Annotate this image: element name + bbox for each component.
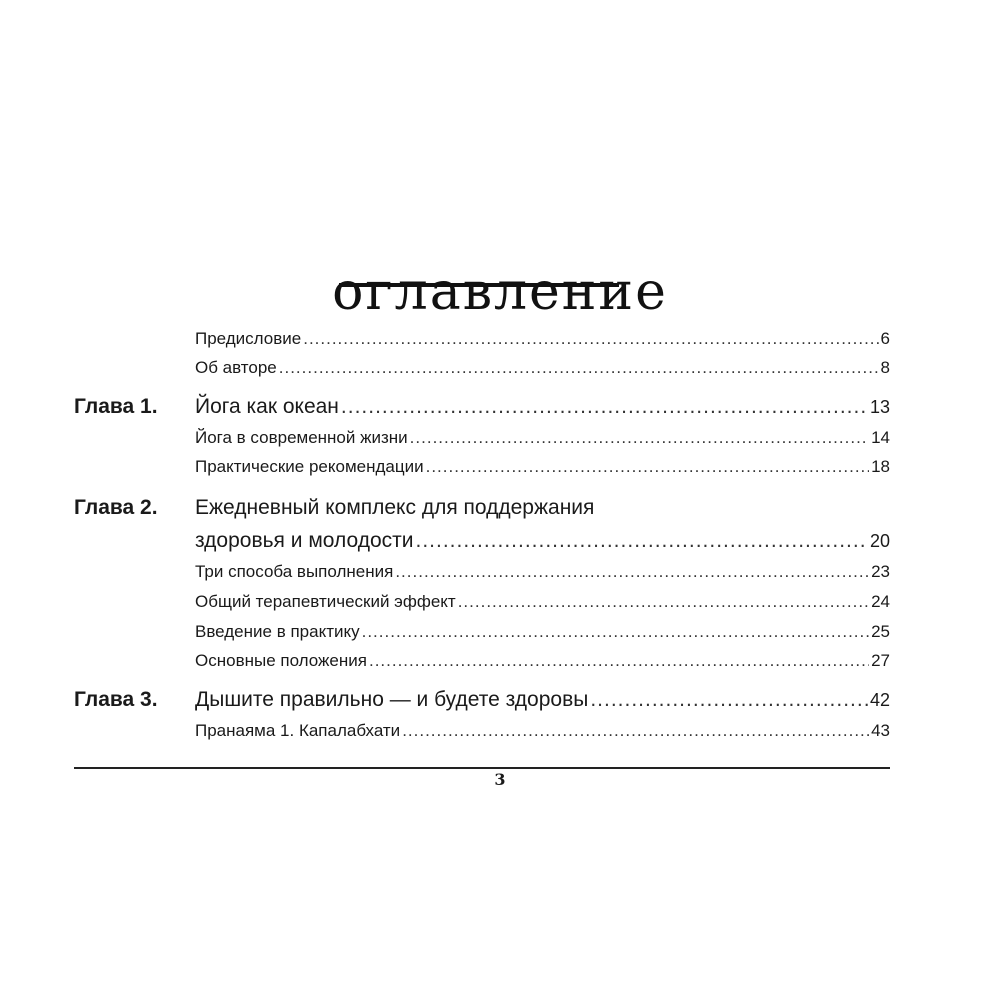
- toc-entry-label: Основные положения: [195, 651, 367, 670]
- toc-entry-page: 18: [871, 457, 890, 476]
- toc-entry-page: 8: [880, 358, 890, 377]
- toc-entry-section[interactable]: [195, 622, 890, 642]
- dot-leader: [410, 428, 869, 448]
- toc-entry-page: 13: [869, 397, 890, 417]
- toc-entry-page: 42: [869, 690, 890, 710]
- toc-entry-label: Предисловие: [195, 329, 302, 348]
- toc-entry-section[interactable]: [195, 562, 890, 582]
- dot-leader: [362, 622, 869, 642]
- toc-entry-preface[interactable]: [195, 329, 890, 349]
- toc-entry-label: Йога как океан: [195, 395, 339, 418]
- toc-entry-label: Об авторе: [195, 358, 277, 377]
- toc-entry-label: Йога в современной жизни: [195, 428, 408, 447]
- toc-entry-section[interactable]: [195, 428, 890, 448]
- toc-entry-page: 6: [880, 329, 890, 348]
- toc-entry-page: 24: [871, 592, 890, 611]
- chapter-2-label: Глава 2.: [74, 496, 158, 519]
- toc-entry-page: 27: [871, 651, 890, 670]
- toc-entry-about-author[interactable]: [195, 358, 890, 378]
- dot-leader: [590, 688, 868, 712]
- footer-rule: [74, 767, 890, 769]
- toc-entry-section[interactable]: [195, 457, 890, 477]
- toc-entry-page: 43: [871, 721, 890, 740]
- toc-entry-section[interactable]: [195, 651, 890, 671]
- dot-leader: [395, 562, 869, 582]
- dot-leader: [426, 457, 869, 477]
- toc-entry-label: Общий терапевтический эффект: [195, 592, 456, 611]
- dot-leader: [402, 721, 869, 741]
- toc-entry-page: 23: [871, 562, 890, 581]
- toc-entry-page: 14: [871, 428, 890, 447]
- toc-entry-label: здоровья и молодости: [195, 529, 414, 552]
- toc-entry-label: Введение в практику: [195, 622, 360, 641]
- chapter-1-label: Глава 1.: [74, 395, 158, 418]
- toc-entry-chapter-3[interactable]: [195, 688, 890, 712]
- toc-entry-page: 25: [871, 622, 890, 641]
- toc-entry-section[interactable]: [195, 592, 890, 612]
- chapter-2-title-line1: Ежедневный комплекс для поддержания: [195, 496, 595, 519]
- toc-entry-section[interactable]: [195, 721, 890, 741]
- page-number: 3: [494, 770, 506, 789]
- chapter-3-label: Глава 3.: [74, 688, 158, 711]
- dot-leader: [303, 329, 878, 349]
- toc-entry-label: Дышите правильно — и будете здоровы: [195, 688, 589, 711]
- toc-entry-label: Пранаяма 1. Капалабхати: [195, 721, 401, 740]
- dot-leader: [369, 651, 869, 671]
- toc-entry-page: 20: [869, 531, 890, 551]
- dot-leader: [458, 592, 869, 612]
- toc-entry-label: Три способа выполнения: [195, 562, 394, 581]
- page-title: оглавление: [332, 262, 668, 322]
- toc-entry-chapter-2[interactable]: [195, 529, 890, 553]
- dot-leader: [341, 395, 868, 419]
- toc-entry-label: Практические рекомендации: [195, 457, 424, 476]
- dot-leader: [415, 529, 867, 553]
- toc-entry-chapter-1[interactable]: [195, 395, 890, 419]
- dot-leader: [279, 358, 879, 378]
